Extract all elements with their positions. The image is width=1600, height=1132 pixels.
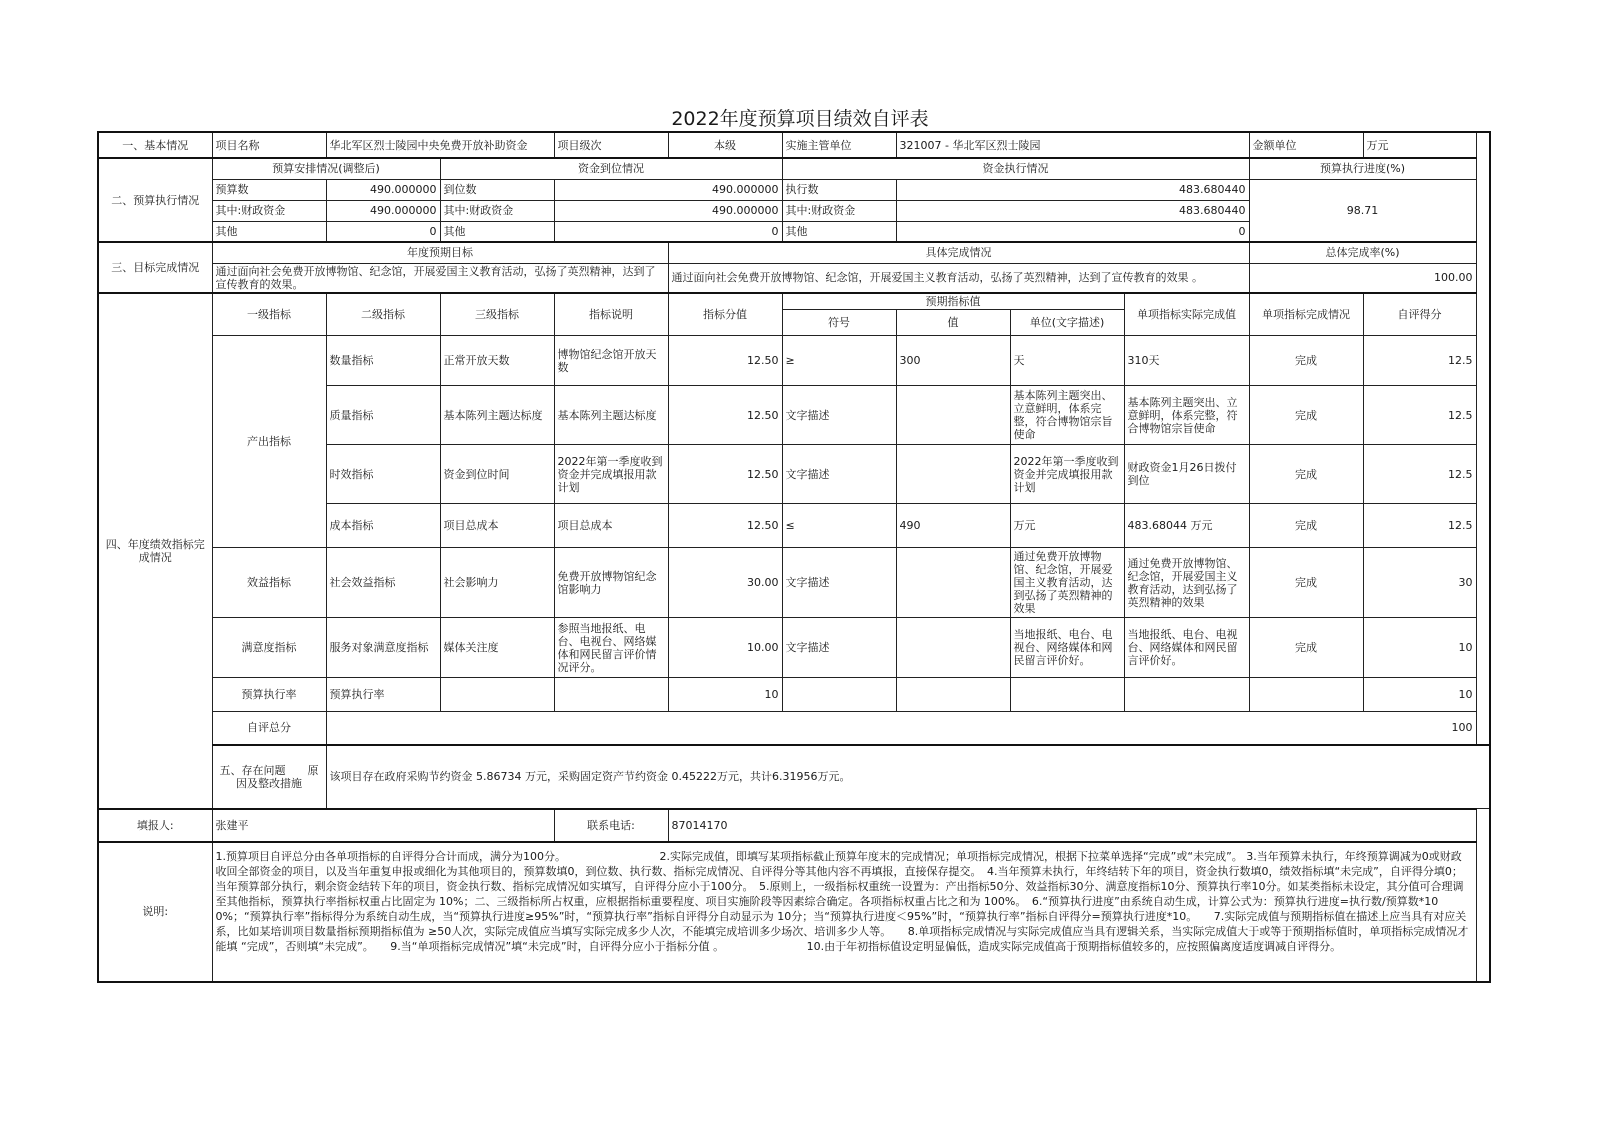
col-header-expected: 预期指标值 [782, 293, 1124, 310]
indicator-unit: 2022年第一季度收到资金并完成填报用款计划 [1010, 445, 1124, 504]
indicator-value [896, 618, 1010, 678]
phone-label: 联系电话: [554, 809, 668, 842]
budget-rate-indicator-label: 预算执行率 [212, 678, 326, 712]
indicator-status: 完成 [1249, 386, 1363, 445]
fund-exec-header: 资金执行情况 [782, 158, 1249, 179]
indicator-desc: 博物馆纪念馆开放天数 [554, 336, 668, 386]
indicator-self-score: 12.5 [1363, 386, 1476, 445]
progress-value: 98.71 [1249, 179, 1476, 242]
indicator-l3: 基本陈列主题达标度 [440, 386, 554, 445]
indicator-symbol [782, 678, 896, 712]
target-section-label: 三、目标完成情况 [98, 242, 212, 293]
indicator-status [1249, 678, 1363, 712]
budget-row-value: 490.000000 [326, 179, 440, 200]
filler-label: 填报人: [98, 809, 212, 842]
col-header-unit: 单位(文字描述) [1010, 310, 1124, 336]
amount-unit-value: 万元 [1363, 132, 1476, 158]
col-header-actual: 单项指标实际完成值 [1124, 293, 1249, 336]
indicator-self-score: 10 [1363, 618, 1476, 678]
indicator-section-label: 四、年度绩效指标完成情况 [98, 293, 212, 809]
output-indicator-label: 产出指标 [212, 336, 326, 548]
indicator-status: 完成 [1249, 504, 1363, 548]
unit-label: 实施主管单位 [782, 132, 896, 158]
indicator-desc: 2022年第一季度收到资金并完成填报用款计划 [554, 445, 668, 504]
indicator-actual: 财政资金1月26日拨付到位 [1124, 445, 1249, 504]
indicator-status: 完成 [1249, 445, 1363, 504]
indicator-desc: 免费开放博物馆纪念馆影响力 [554, 548, 668, 618]
exec-row-label: 执行数 [782, 179, 896, 200]
indicator-l2: 数量指标 [326, 336, 440, 386]
indicator-score: 30.00 [668, 548, 782, 618]
benefit-indicator-label: 效益指标 [212, 548, 326, 618]
indicator-l3: 社会影响力 [440, 548, 554, 618]
indicator-l3 [440, 678, 554, 712]
evaluation-table [97, 131, 1491, 983]
col-header-desc: 指标说明 [554, 293, 668, 336]
indicator-l3: 正常开放天数 [440, 336, 554, 386]
budget-section-label: 二、预算执行情况 [98, 158, 212, 242]
problems-text: 该项目存在政府采购节约资金 5.86734 万元，采购固定资产节约资金 0.45222万元，共计6.31956万元。 [326, 745, 1490, 809]
progress-header: 预算执行进度(%) [1249, 158, 1476, 179]
indicator-self-score: 10 [1363, 678, 1476, 712]
budget-plan-header: 预算安排情况(调整后) [212, 158, 440, 179]
project-name-label: 项目名称 [212, 132, 326, 158]
goal-header: 年度预期目标 [212, 242, 668, 263]
indicator-l2: 预算执行率 [326, 678, 440, 712]
indicator-l2: 服务对象满意度指标 [326, 618, 440, 678]
indicator-status: 完成 [1249, 618, 1363, 678]
page-title: 2022年度预算项目绩效自评表 [671, 108, 929, 130]
col-header-score: 指标分值 [668, 293, 782, 336]
indicator-actual: 483.68044 万元 [1124, 504, 1249, 548]
indicator-score: 10 [668, 678, 782, 712]
budget-row-label: 其中:财政资金 [212, 200, 326, 221]
col-header-self: 自评得分 [1363, 293, 1476, 336]
indicator-desc: 项目总成本 [554, 504, 668, 548]
basic-section-label: 一、基本情况 [98, 132, 212, 158]
arrival-row-value: 0 [554, 221, 782, 242]
indicator-self-score: 12.5 [1363, 445, 1476, 504]
indicator-value: 300 [896, 336, 1010, 386]
indicator-status: 完成 [1249, 336, 1363, 386]
total-score-label: 自评总分 [212, 712, 326, 745]
done-header: 具体完成情况 [668, 242, 1249, 263]
arrival-row-value: 490.000000 [554, 200, 782, 221]
arrival-row-label: 其中:财政资金 [440, 200, 554, 221]
indicator-score: 10.00 [668, 618, 782, 678]
indicator-unit: 当地报纸、电台、电视台、网络媒体和网民留言评价好。 [1010, 618, 1124, 678]
indicator-value [896, 548, 1010, 618]
indicator-unit [1010, 678, 1124, 712]
indicator-actual: 通过免费开放博物馆、纪念馆，开展爱国主义教育活动，达到弘扬了英烈精神的效果 [1124, 548, 1249, 618]
project-level-label: 项目级次 [554, 132, 668, 158]
indicator-unit: 天 [1010, 336, 1124, 386]
done-text: 通过面向社会免费开放博物馆、纪念馆，开展爱国主义教育活动，弘扬了英烈精神，达到了宣传教育的效果 。 [668, 263, 1249, 293]
indicator-value [896, 678, 1010, 712]
project-level-value: 本级 [668, 132, 782, 158]
rate-value: 100.00 [1249, 263, 1476, 293]
fund-arrival-header: 资金到位情况 [440, 158, 782, 179]
indicator-l3: 项目总成本 [440, 504, 554, 548]
satisfaction-indicator-label: 满意度指标 [212, 618, 326, 678]
goal-text: 通过面向社会免费开放博物馆、纪念馆，开展爱国主义教育活动，弘扬了英烈精神，达到了宣传教育的效果。 [212, 263, 668, 293]
indicator-value: 490 [896, 504, 1010, 548]
col-header-l2: 二级指标 [326, 293, 440, 336]
indicator-unit: 通过免费开放博物馆、纪念馆，开展爱国主义教育活动，达到弘扬了英烈精神的效果 [1010, 548, 1124, 618]
indicator-l2: 社会效益指标 [326, 548, 440, 618]
col-header-status: 单项指标完成情况 [1249, 293, 1363, 336]
problems-section-label: 五、存在问题 原因及整改措施 [212, 745, 326, 809]
indicator-symbol: 文字描述 [782, 445, 896, 504]
rate-header: 总体完成率(%) [1249, 242, 1476, 263]
indicator-symbol: 文字描述 [782, 386, 896, 445]
col-header-value: 值 [896, 310, 1010, 336]
budget-row-label: 其他 [212, 221, 326, 242]
total-score-value: 100 [326, 712, 1476, 745]
notes-label: 说明: [98, 842, 212, 982]
indicator-score: 12.50 [668, 386, 782, 445]
indicator-self-score: 12.5 [1363, 336, 1476, 386]
indicator-symbol: ≥ [782, 336, 896, 386]
indicator-desc: 参照当地报纸、电台、电视台、网络媒体和网民留言评价情况评分。 [554, 618, 668, 678]
col-header-l3: 三级指标 [440, 293, 554, 336]
indicator-l3: 资金到位时间 [440, 445, 554, 504]
indicator-symbol: ≤ [782, 504, 896, 548]
arrival-row-value: 490.000000 [554, 179, 782, 200]
exec-row-value: 483.680440 [896, 179, 1249, 200]
budget-row-value: 0 [326, 221, 440, 242]
exec-row-value: 483.680440 [896, 200, 1249, 221]
budget-row-value: 490.000000 [326, 200, 440, 221]
indicator-self-score: 12.5 [1363, 504, 1476, 548]
amount-unit-label: 金额单位 [1249, 132, 1363, 158]
notes-text: 1.预算项目自评总分由各单项指标的自评得分合计而成，满分为100分。 2.实际完成值，即填写某项指标截止预算年度末的完成情况；单项指标完成情况，根据下拉菜单选择“完成”或“未完成”。 3.当年预算未执行，年终预算调减为0或财政收回全部资金的项目，以及当年重复申报或细化为其他项目的，预算数填0，到位数、执行数、指标完成情况、自评得分等其他内容不再填报，直接保存提交。 4.当年预算未执行，年终结转下年的项目，资金执行数填0，绩效指标填“未完成”，自评得分填0；当年预算部分执行，剩余资金结转下年的项目，资金执行数、指标完成情况如实填写，自评得分应小于100分。 5.原则上，一级指标权重统一设置为：产出指标50分、效益指标30分、满意度指标10分、预算执行率10分。如某类指标未设定，其分值可合理调至其他指标，预算执行率指标权重占比固定为 10%；二、三级指标所占权重，应根据指标重要程度、项目实施阶段等因素综合确定。各项指标权重占比之和为 100%。 6.“预算执行进度”由系统自动生成，计算公式为：预算执行进度=执行数/预算数*100%；“预算执行率”指标得分为系统自动生成，当“预算执行进度≥95%”时，“预算执行率”指标自评得分自动显示为 10分；当“预算执行进度＜95%”时，“预算执行率”指标自评得分=预算执行进度*10。 7.实际完成值与预期指标值在描述上应当具有对应关系，比如某培训项目数量指标预期指标值为 ≥50人次，实际完成值应当填写实际完成多少人次，不能填完成培训多少场次、培训多少人等。 8.单项指标完成情况与实际完成值应当具有逻辑关系，当实际完成值大于或等于预期指标值时，单项指标完成情况才能填 “完成”，否则填“未完成”。 9.当“单项指标完成情况”填“未完成”时，自评得分应小于指标分值 。 10.由于年初指标值设定明显偏低，造成实际完成值高于预期指标值较多的，应按照偏离度适度调减自评得分。 [212, 842, 1476, 982]
indicator-unit: 基本陈列主题突出、立意鲜明，体系完整，符合博物馆宗旨使命 [1010, 386, 1124, 445]
indicator-status: 完成 [1249, 548, 1363, 618]
indicator-score: 12.50 [668, 336, 782, 386]
indicator-l2: 成本指标 [326, 504, 440, 548]
indicator-value [896, 386, 1010, 445]
indicator-symbol: 文字描述 [782, 618, 896, 678]
indicator-actual: 基本陈列主题突出、立意鲜明，体系完整，符合博物馆宗旨使命 [1124, 386, 1249, 445]
project-name-value: 华北军区烈士陵园中央免费开放补助资金 [326, 132, 554, 158]
arrival-row-label: 到位数 [440, 179, 554, 200]
exec-row-label: 其中:财政资金 [782, 200, 896, 221]
indicator-actual: 310天 [1124, 336, 1249, 386]
filler-name: 张建平 [212, 809, 554, 842]
indicator-value [896, 445, 1010, 504]
indicator-l2: 质量指标 [326, 386, 440, 445]
unit-value: 321007 - 华北军区烈士陵园 [896, 132, 1249, 158]
indicator-l3: 媒体关注度 [440, 618, 554, 678]
col-header-l1: 一级指标 [212, 293, 326, 336]
phone-value: 87014170 [668, 809, 1476, 842]
budget-row-label: 预算数 [212, 179, 326, 200]
arrival-row-label: 其他 [440, 221, 554, 242]
indicator-actual [1124, 678, 1249, 712]
indicator-desc [554, 678, 668, 712]
indicator-desc: 基本陈列主题达标度 [554, 386, 668, 445]
indicator-l2: 时效指标 [326, 445, 440, 504]
indicator-actual: 当地报纸、电台、电视台、网络媒体和网民留言评价好。 [1124, 618, 1249, 678]
indicator-symbol: 文字描述 [782, 548, 896, 618]
indicator-unit: 万元 [1010, 504, 1124, 548]
indicator-self-score: 30 [1363, 548, 1476, 618]
exec-row-label: 其他 [782, 221, 896, 242]
exec-row-value: 0 [896, 221, 1249, 242]
indicator-score: 12.50 [668, 445, 782, 504]
col-header-symbol: 符号 [782, 310, 896, 336]
indicator-score: 12.50 [668, 504, 782, 548]
